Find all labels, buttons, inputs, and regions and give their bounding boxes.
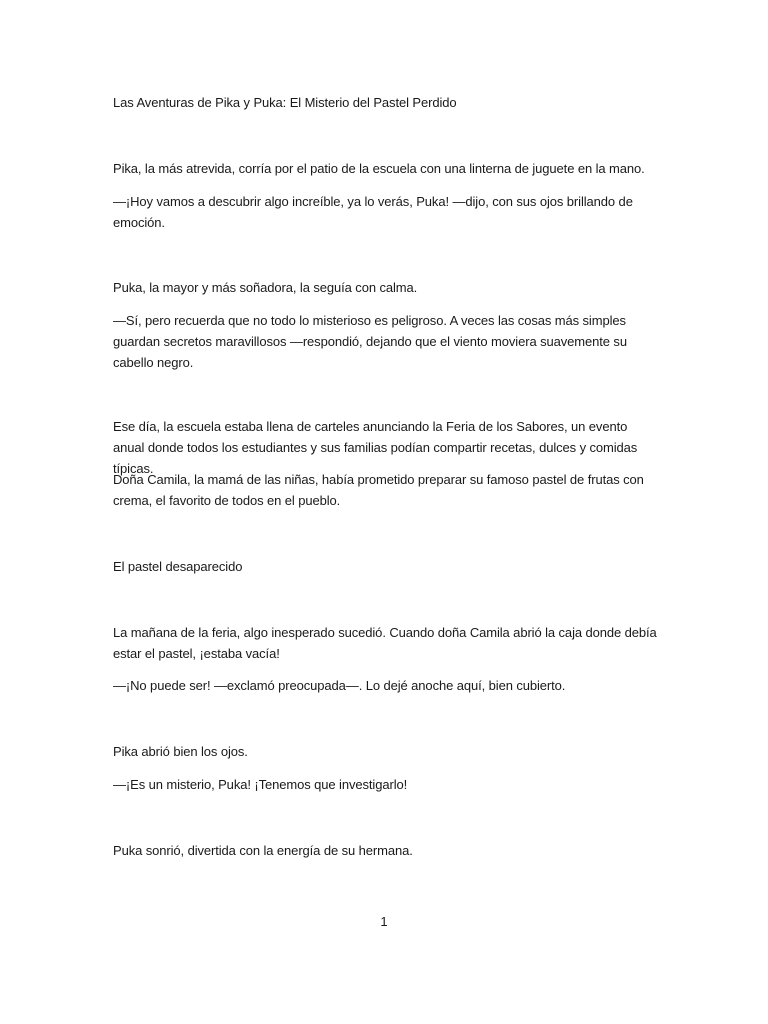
- paragraph: Puka, la mayor y más soñadora, la seguía con calma.: [113, 280, 418, 295]
- paragraph: —¡Es un misterio, Puka! ¡Tenemos que investigarlo!: [113, 777, 408, 792]
- document-title: Las Aventuras de Pika y Puka: El Misterio del Pastel Perdido: [113, 95, 457, 110]
- paragraph: Doña Camila, la mamá de las niñas, había prometido preparar su famoso pastel de frutas con crema, el favorito de todos en el pueblo.: [113, 472, 644, 508]
- section-heading: El pastel desaparecido: [113, 559, 243, 574]
- paragraph: Pika, la más atrevida, corría por el patio de la escuela con una linterna de juguete en la mano.: [113, 161, 645, 176]
- paragraph: —¡No puede ser! —exclamó preocupada—. Lo dejé anoche aquí, bien cubierto.: [113, 678, 566, 693]
- paragraph: Ese día, la escuela estaba llena de carteles anunciando la Feria de los Sabores, un evento anual donde todos los estudiantes y sus familias podían compartir recetas, dulces y comidas típicas.: [113, 419, 638, 476]
- paragraph: Puka sonrió, divertida con la energía de su hermana.: [113, 843, 413, 858]
- paragraph: —¡Hoy vamos a descubrir algo increíble, ya lo verás, Puka! —dijo, con sus ojos brillando de emoción.: [113, 194, 633, 230]
- page-number: 1: [380, 914, 388, 929]
- paragraph: Pika abrió bien los ojos.: [113, 744, 248, 759]
- paragraph: La mañana de la feria, algo inesperado sucedió. Cuando doña Camila abrió la caja donde debía estar el pastel, ¡estaba vacía!: [113, 625, 657, 661]
- paragraph: —Sí, pero recuerda que no todo lo misterioso es peligroso. A veces las cosas más simples guardan secretos maravillosos —respondió, dejando que el viento moviera suavemente su cabello negro.: [113, 313, 627, 370]
